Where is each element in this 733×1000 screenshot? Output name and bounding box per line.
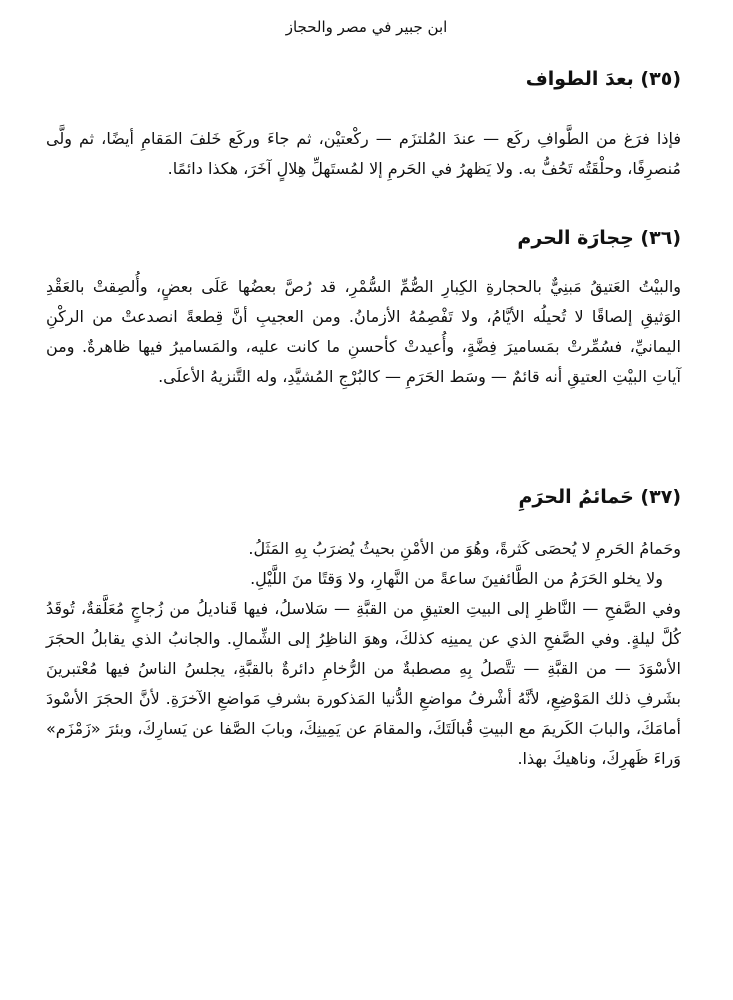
running-header: ابن جبير في مصر والحجاز	[285, 18, 448, 36]
section-heading: (٣٥) بعدَ الطواف	[525, 68, 681, 90]
section-37	[46, 482, 681, 774]
section-heading: (٣٧) حَمائمُ الحرَمِ	[518, 486, 681, 508]
text-line: ولا يخلو الحَرَمُ من الطَّائفينَ ساعةً من النَّهارِ، ولا وَقتًا منَ اللَّيْلِ.	[250, 569, 663, 588]
section-36	[46, 223, 681, 392]
section-heading: (٣٦) حِجارَة الحرم	[517, 227, 681, 249]
section-paragraph: والبيْتُ العَتيقُ مَبنِيٌّ بالحجارةِ الكِبارِ الصُّمِّ السُّمْرِ، قد رُصَّ بعضُها عَلَى بعضٍ، وأُلصِقتْ بالعَقْدِ الوَثيقِ إلصاقًا لا تُحيلُه الأيَّامُ، ولا تَفْصِمُهُ الأزمانُ. ومن العجيبِ أنَّ قِطعةً انصدعتْ من الركْنِ اليمانيِّ، فسُمِّرتْ بمَساميرَ فِضَّةٍ، وأُعيدتْ كأحسنِ ما كانت عليه، والمَساميرُ فيها ظاهرةٌ. ومن آياتِ البيْتِ العتيقِ أنه قائمٌ — وسَط الحَرَمِ — كالبُرْجِ المُشيَّدِ، وله التَّنزيهُ الأعلَى.	[46, 277, 681, 386]
text-line: وحَمامُ الحَرمِ لا يُحصَى كَثرةً، وهُوَ من الأمْنِ بحيثُ يُضرَبُ بِهِ المَثَلُ.	[248, 539, 681, 558]
section-paragraph: فإذا فرَغ من الطَّوافِ ركَع — عندَ المُلتزَم — ركْعتيْن، ثم جاءَ وركَع خَلفَ المَقامِ أيضًا، ثم ولَّى مُنصرِفًا، وحلْقَتُه تَحُفُّ به. ولا يَظهرُ في الحَرمِ إلا لمُستَهلِّ هِلالٍ آخَرَ، هكذا دائمًا.	[46, 129, 681, 178]
section-35	[46, 64, 681, 184]
section-paragraph: وفي الصَّفحِ — النَّاظرِ إلى البيتِ العتيقِ من القبَّةِ — سَلاسلُ، فيها قَناديلُ من زُجاجٍ مُعَلَّقةٌ، تُوقَدُ كُلَّ ليلةٍ. وفي الصَّفحِ الذي عن يمينِه كذلكَ، وهوَ الناظِرُ إلى الشِّمالِ. والجانبُ الذي يقابلُ الحجَرَ الأسْوَدَ — من القبَّةِ — تتَّصلُ بِهِ مصطبةٌ من الرُّخامِ دائرةٌ بالقبَّةِ، يجلسُ الناسُ فيها مُعْتبرينَ بشَرفِ ذلك المَوْضِعِ، لأنَّهُ أشْرفُ مواضعِ الدُّنيا المَذكورة بشرفِ مَواضعِ الآخرَةِ. لأنَّ الحجَرَ الأسْودَ أمامَكَ، والبابَ الكَريمَ مع البيتِ قُبالَتَكَ، والمقامَ عن يَمِينِكَ، وبابَ الصَّفا عن يَسارِكَ، وبئرَ «زَمْزَم» وَراءَ ظَهرِكَ، وناهيكَ بهذا.	[46, 599, 681, 768]
